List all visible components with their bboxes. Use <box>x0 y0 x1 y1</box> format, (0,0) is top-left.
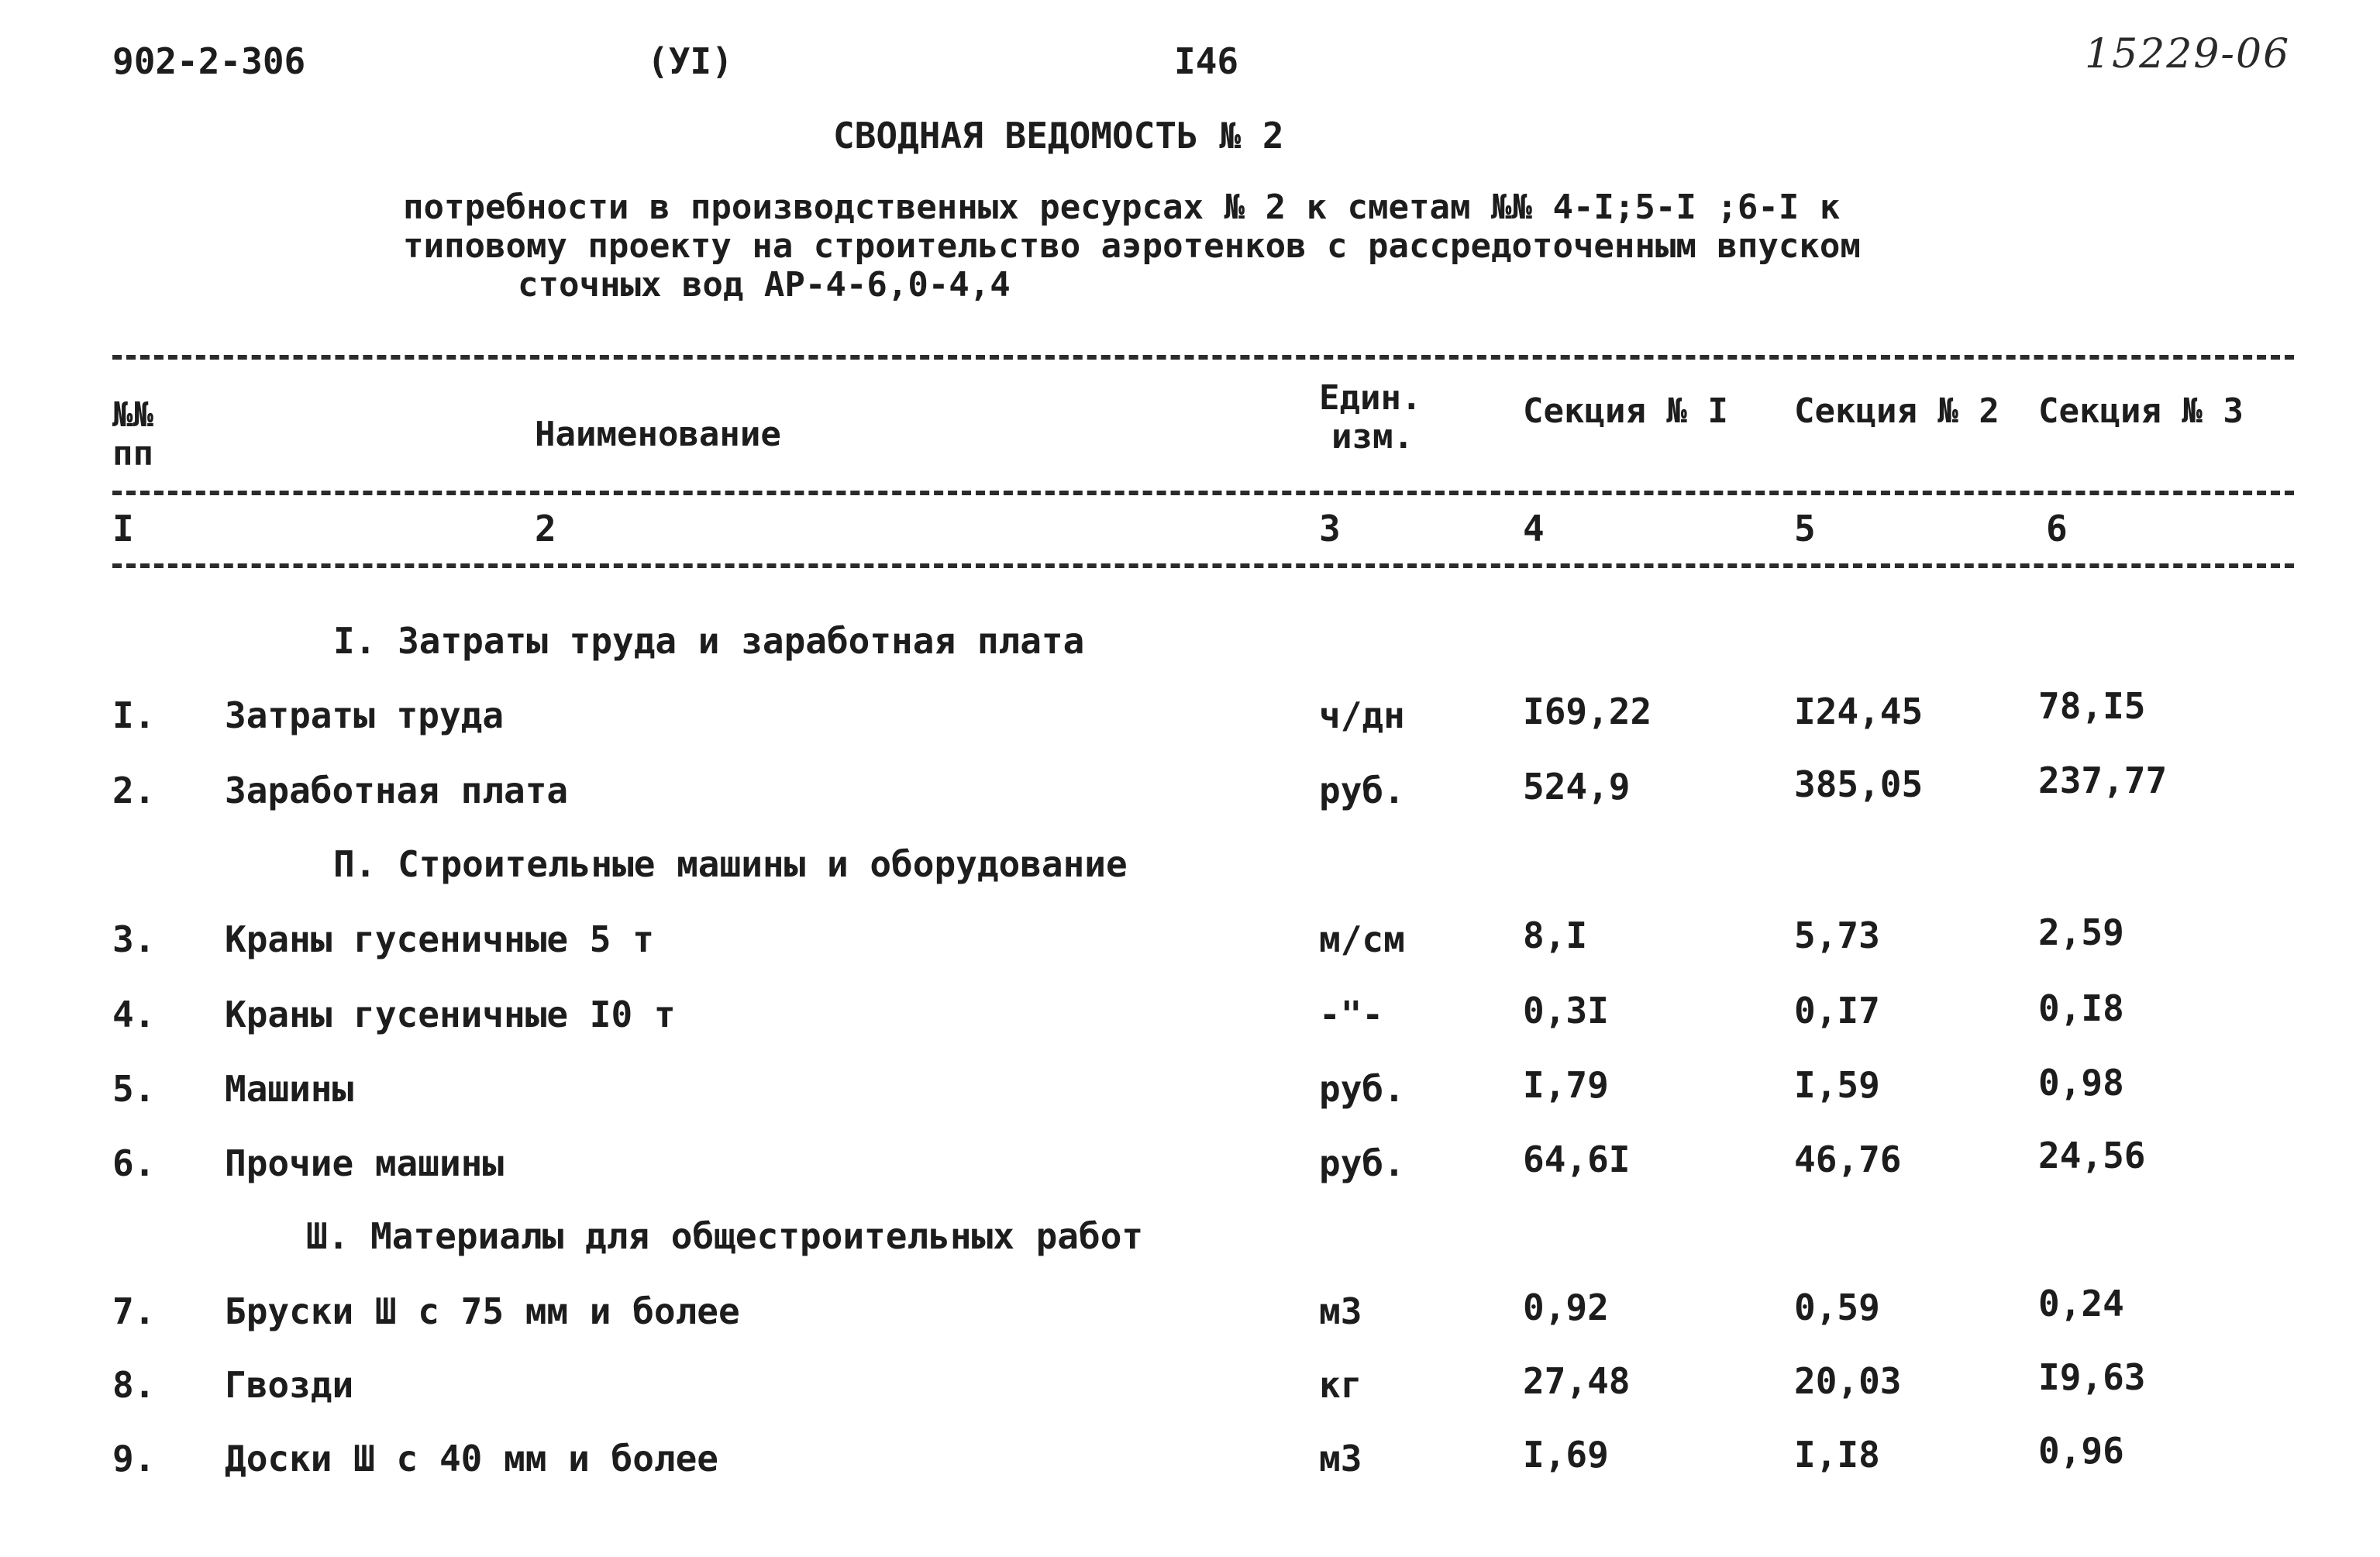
row-number: 9. <box>112 1438 156 1479</box>
row-number: 7. <box>112 1290 156 1332</box>
row-name: Машины <box>225 1068 354 1110</box>
row-number: 6. <box>112 1142 156 1184</box>
row-unit: -"- <box>1319 994 1384 1035</box>
row-section-2-value: 5,73 <box>1794 915 1880 956</box>
header-section-1: Секция № I <box>1523 391 1728 431</box>
row-section-1-value: I,79 <box>1523 1064 1609 1106</box>
row-name: Гвозди <box>225 1364 354 1406</box>
row-unit: кг <box>1319 1364 1362 1406</box>
header-section-2: Секция № 2 <box>1794 391 1999 431</box>
header-number-line-1: №№ <box>112 395 153 435</box>
row-section-3-value: 0,I8 <box>2038 987 2124 1029</box>
row-section-3-value: 24,56 <box>2038 1135 2146 1176</box>
column-number-3: 3 <box>1319 508 1341 549</box>
row-section-3-value: 78,I5 <box>2038 685 2146 727</box>
row-section-1-value: 64,6I <box>1523 1138 1631 1180</box>
row-section-2-value: I,59 <box>1794 1064 1880 1106</box>
row-name: Заработная плата <box>225 770 569 811</box>
column-number-5: 5 <box>1794 508 1816 549</box>
row-number: 3. <box>112 918 156 960</box>
row-section-2-value: 46,76 <box>1794 1138 1902 1180</box>
page-number: I46 <box>1174 40 1239 82</box>
column-number-1: I <box>112 508 134 549</box>
header-number-line-2: пп <box>112 434 153 474</box>
table-top-rule <box>112 355 2294 360</box>
row-section-2-value: 385,05 <box>1794 763 1924 805</box>
row-section-3-value: 0,98 <box>2038 1062 2124 1104</box>
subtitle-line-2: типовому проекту на строительство аэротенков с рассредоточенным впуском <box>403 226 1861 266</box>
section-title: I. Затраты труда и заработная плата <box>333 620 1085 662</box>
column-numbers-rule <box>112 563 2294 568</box>
row-section-3-value: 0,96 <box>2038 1430 2124 1472</box>
row-section-2-value: I,I8 <box>1794 1434 1880 1476</box>
row-section-3-value: I9,63 <box>2038 1356 2146 1398</box>
header-bottom-rule <box>112 491 2294 495</box>
row-section-1-value: 8,I <box>1523 915 1588 956</box>
row-name: Краны гусеничные I0 т <box>225 994 676 1035</box>
row-section-3-value: 2,59 <box>2038 911 2124 953</box>
row-section-1-value: 27,48 <box>1523 1360 1631 1402</box>
row-name: Краны гусеничные 5 т <box>225 918 654 960</box>
column-number-2: 2 <box>535 508 556 549</box>
row-unit: ч/дн <box>1319 694 1405 736</box>
row-section-1-value: 0,92 <box>1523 1287 1609 1328</box>
row-number: 4. <box>112 994 156 1035</box>
row-unit: м3 <box>1319 1290 1362 1332</box>
row-number: 8. <box>112 1364 156 1406</box>
header-name: Наименование <box>535 415 781 454</box>
row-unit: руб. <box>1319 1068 1405 1110</box>
row-section-1-value: I69,22 <box>1523 691 1652 732</box>
row-unit: руб. <box>1319 770 1405 811</box>
row-section-3-value: 0,24 <box>2038 1283 2124 1324</box>
handwritten-stamp-number: 15229-06 <box>2085 31 2291 78</box>
row-section-2-value: I24,45 <box>1794 691 1924 732</box>
row-number: I. <box>112 694 156 736</box>
document-code: 902-2-306 <box>112 40 306 82</box>
row-name: Доски Ш с 40 мм и более <box>225 1438 718 1479</box>
row-section-1-value: 524,9 <box>1523 766 1631 808</box>
document-title: СВОДНАЯ ВЕДОМОСТЬ № 2 <box>833 115 1284 157</box>
row-name: Затраты труда <box>225 694 505 736</box>
row-name: Прочие машины <box>225 1142 505 1184</box>
row-number: 2. <box>112 770 156 811</box>
row-section-2-value: 0,59 <box>1794 1287 1880 1328</box>
column-number-4: 4 <box>1523 508 1545 549</box>
section-title: П. Строительные машины и оборудование <box>333 843 1128 885</box>
row-section-3-value: 237,77 <box>2038 760 2168 801</box>
volume-number: (УI) <box>647 40 733 82</box>
row-section-1-value: I,69 <box>1523 1434 1609 1476</box>
row-unit: м/см <box>1319 918 1405 960</box>
row-section-2-value: 0,I7 <box>1794 990 1880 1032</box>
header-section-3: Секция № 3 <box>2038 391 2244 431</box>
header-unit-line-1: Един. <box>1319 378 1422 418</box>
header-unit-line-2: изм. <box>1331 417 1414 456</box>
row-section-1-value: 0,3I <box>1523 990 1609 1032</box>
section-title: Ш. Материалы для общестроительных работ <box>306 1215 1144 1257</box>
row-number: 5. <box>112 1068 156 1110</box>
row-unit: м3 <box>1319 1438 1362 1479</box>
subtitle-line-1: потребности в производственных ресурсах № 2 к сметам №№ 4-I;5-I ;6-I к <box>403 188 1841 227</box>
row-section-2-value: 20,03 <box>1794 1360 1902 1402</box>
column-number-6: 6 <box>2046 508 2068 549</box>
subtitle-line-3: сточных вод АР-4-6,0-4,4 <box>518 265 1011 305</box>
row-name: Бруски Ш с 75 мм и более <box>225 1290 740 1332</box>
row-unit: руб. <box>1319 1142 1405 1184</box>
